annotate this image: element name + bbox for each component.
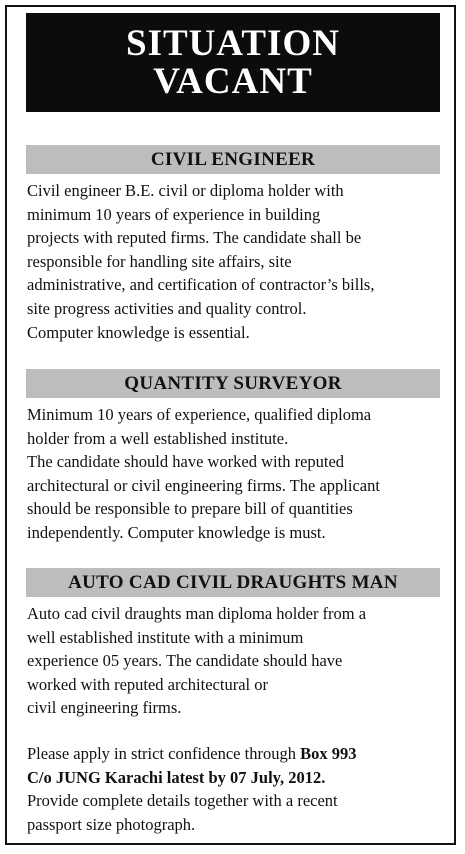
title-line-2: VACANT — [153, 60, 313, 102]
body-line: Auto cad civil draughts man diploma holder from a — [27, 604, 367, 623]
apply-line-4: passport size photograph. — [27, 814, 196, 834]
section-heading-autocad-draughtsman: AUTO CAD CIVIL DRAUGHTS MAN — [26, 568, 440, 597]
body-line: minimum 10 years of experience in building — [27, 204, 321, 224]
body-line: should be responsible to prepare bill of quantities — [27, 499, 353, 519]
body-line: projects with reputed firms. The candidate shall be — [27, 228, 362, 248]
apply-deadline: C/o JUNG Karachi latest by 07 July, 2012. — [27, 767, 326, 787]
body-line: experience 05 years. The candidate should have — [27, 651, 343, 671]
body-line: site progress activities and quality control. — [27, 298, 307, 318]
body-line: Minimum 10 years of experience, qualified diploma — [27, 405, 372, 424]
title-banner — [26, 13, 440, 112]
section-heading-quantity-surveyor: QUANTITY SURVEYOR — [26, 369, 440, 398]
body-line: Computer knowledge is essential. — [27, 322, 250, 342]
apply-line-3: Provide complete details together with a recent — [27, 791, 338, 811]
section-heading-civil-engineer: CIVIL ENGINEER — [26, 145, 440, 174]
box-number: Box 993 — [300, 744, 357, 763]
body-line: civil engineering firms. — [27, 698, 182, 718]
section-body-civil-engineer — [27, 179, 441, 344]
body-line: holder from a well established institute. — [27, 428, 289, 448]
body-line: worked with reputed architectural or — [27, 674, 268, 694]
body-line: The candidate should have worked with reputed — [27, 452, 345, 472]
apply-line-1 — [27, 742, 441, 766]
section-body-autocad-draughtsman — [27, 602, 441, 720]
body-line: independently. Computer knowledge is must. — [27, 522, 326, 542]
body-line: administrative, and certification of contractor’s bills, — [27, 275, 375, 295]
body-line: well established institute with a minimum — [27, 627, 304, 647]
body-line: Civil engineer B.E. civil or diploma holder with — [27, 181, 344, 200]
body-line: responsible for handling site affairs, site — [27, 251, 292, 271]
apply-instructions — [27, 742, 441, 836]
title-line-1: SITUATION — [126, 22, 340, 64]
apply-text: Please apply in strict confidence through — [27, 744, 301, 763]
section-body-quantity-surveyor — [27, 403, 441, 545]
body-line: architectural or civil engineering firms. The applicant — [27, 475, 380, 495]
